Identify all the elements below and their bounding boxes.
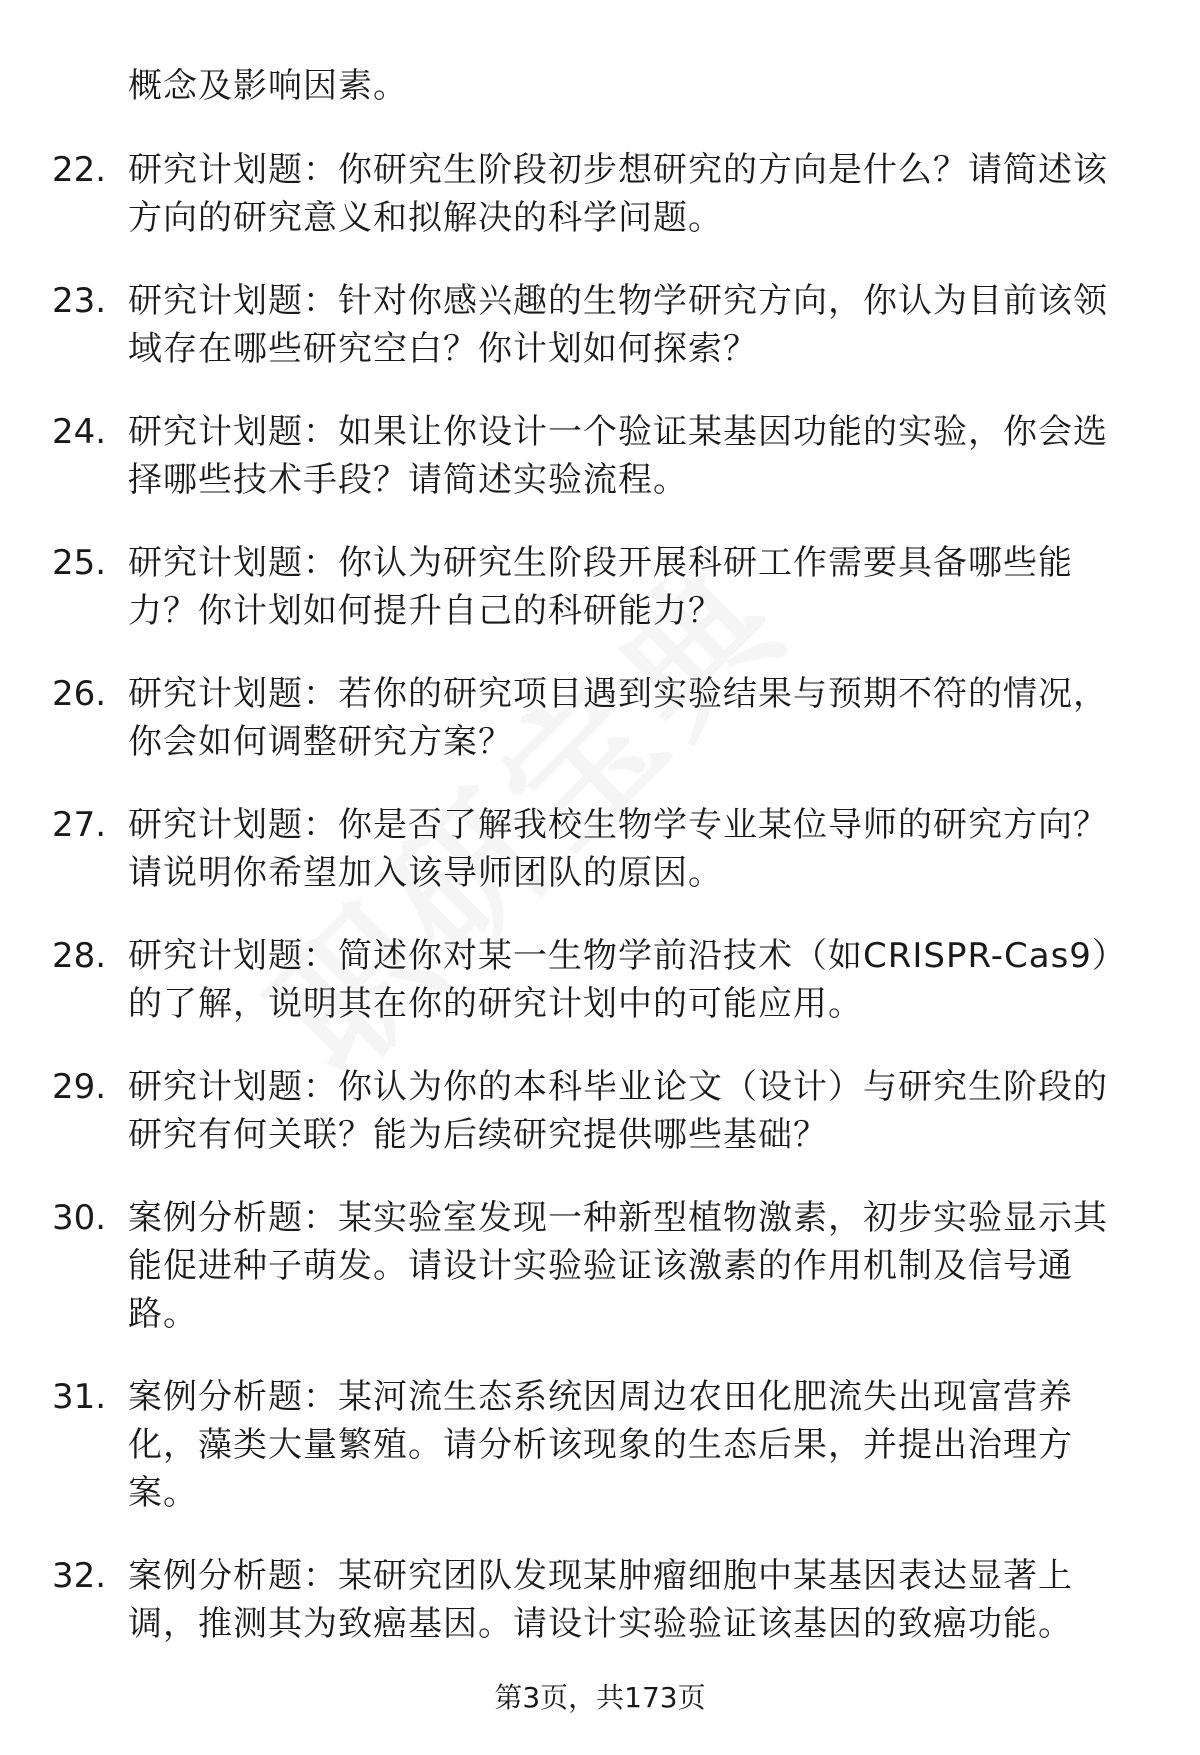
question-text: 研究计划题：你认为研究生阶段开展科研工作需要具备哪些能力？你计划如何提升自己的科研能力？ <box>128 543 1073 631</box>
question-text: 案例分析题：某研究团队发现某肿瘤细胞中某基因表达显著上调，推测其为致癌基因。请设计实验验证该基因的致癌功能。 <box>128 1556 1073 1644</box>
question-number: 22. <box>52 150 107 190</box>
question-text: 案例分析题：某实验室发现一种新型植物激素，初步实验显示其能促进种子萌发。请设计实验验证该激素的作用机制及信号通路。 <box>128 1198 1108 1334</box>
question-number: 29. <box>52 1067 107 1107</box>
question-text: 研究计划题：简述你对某一生物学前沿技术（如CRISPR-Cas9）的了解，说明其在你的研究计划中的可能应用。 <box>128 936 1127 1024</box>
question-item <box>52 801 1147 897</box>
question-number: 26. <box>52 674 107 714</box>
question-item <box>52 408 1147 504</box>
question-item <box>52 539 1147 635</box>
question-list <box>52 146 1147 1683</box>
question-item <box>52 670 1147 766</box>
question-number: 32. <box>52 1556 107 1596</box>
question-number: 24. <box>52 412 107 452</box>
question-item <box>52 1552 1147 1648</box>
question-number: 31. <box>52 1377 107 1417</box>
question-number: 25. <box>52 543 107 583</box>
question-text: 研究计划题：针对你感兴趣的生物学研究方向，你认为目前该领域存在哪些研究空白？你计划如何探索？ <box>128 281 1108 369</box>
question-number: 23. <box>52 281 107 321</box>
question-item <box>52 146 1147 242</box>
question-item <box>52 1373 1147 1517</box>
question-text: 研究计划题：若你的研究项目遇到实验结果与预期不符的情况，你会如何调整研究方案？ <box>128 674 1108 762</box>
page-footer: 第3页，共173页 <box>494 1681 706 1714</box>
question-number: 27. <box>52 805 107 845</box>
question-text: 研究计划题：你认为你的本科毕业论文（设计）与研究生阶段的研究有何关联？能为后续研究提供哪些基础？ <box>128 1067 1108 1155</box>
question-number: 30. <box>52 1198 107 1238</box>
question-item <box>52 932 1147 1028</box>
continuation-text: 概念及影响因素。 <box>128 66 408 106</box>
question-number: 28. <box>52 936 107 976</box>
question-item <box>52 1194 1147 1338</box>
question-text: 案例分析题：某河流生态系统因周边农田化肥流失出现富营养化，藻类大量繁殖。请分析该现象的生态后果，并提出治理方案。 <box>128 1377 1073 1513</box>
question-text: 研究计划题：你研究生阶段初步想研究的方向是什么？请简述该方向的研究意义和拟解决的科学问题。 <box>128 150 1108 238</box>
question-item <box>52 277 1147 373</box>
question-item <box>52 1063 1147 1159</box>
question-text: 研究计划题：如果让你设计一个验证某基因功能的实验，你会选择哪些技术手段？请简述实验流程。 <box>128 412 1108 500</box>
question-text: 研究计划题：你是否了解我校生物学专业某位导师的研究方向？请说明你希望加入该导师团队的原因。 <box>128 805 1108 893</box>
